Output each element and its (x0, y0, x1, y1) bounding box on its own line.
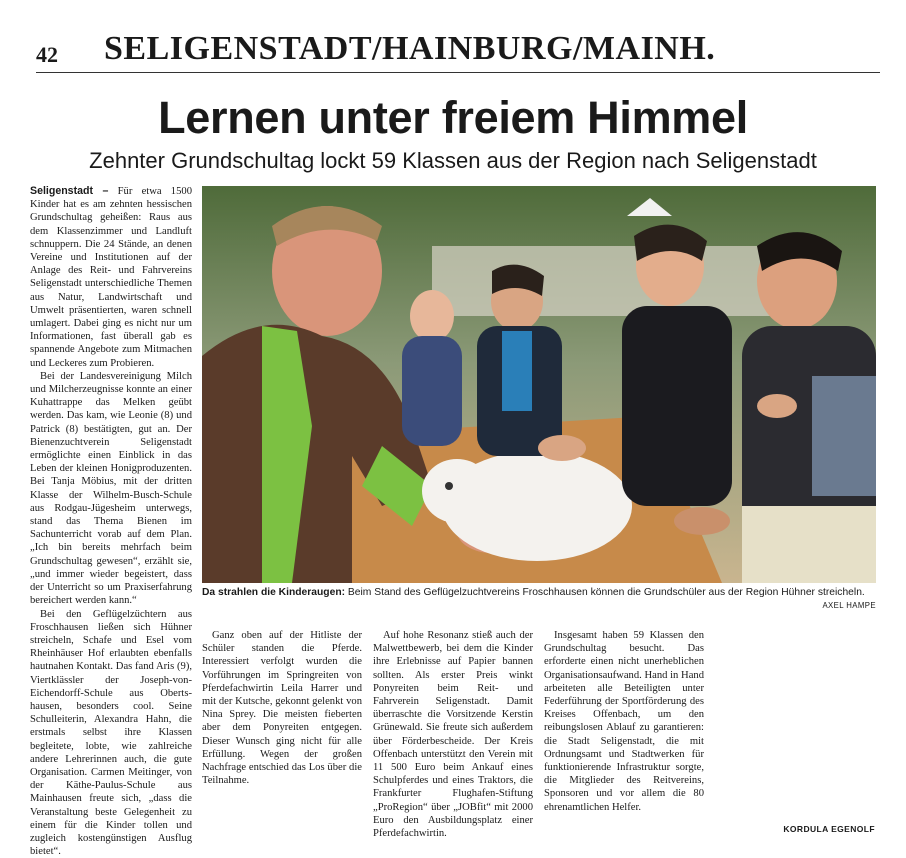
article-paragraph-5: Auf hohe Resonanz stieß auch der Malwettbewerb, bei dem die Kinder ihre Erlebnisse auf Papier bannen sollten. Als erster Preis winkt Ponyreiten beim Reit- und Fahrverein Seligenstadt. Damit überraschte die Vorsitzende Kerstin Grünewald. Sie freute sich außerdem über Förderbescheide. Der Kreis Offenbach unterstützt den Verein mit 11 500 Euro beim Ankauf eines Schulpferdes und eines Traktors, die Frankfurter Flughafen-Stiftung „ProRegion“ über „JOBfit“ mit 2000 Euro den Ausbildungsplatz einer Pferdefachwirtin. (373, 629, 533, 840)
author-byline: KORDULA EGENOLF (715, 824, 875, 834)
chicken-eye (445, 482, 453, 490)
article-photo (202, 186, 876, 583)
page-number: 42 (36, 42, 58, 68)
chicken-head (422, 459, 492, 523)
child-hand (538, 435, 586, 461)
article-paragraph-6: Insgesamt haben 59 Klassen den Grundschultag besucht. Das erforderte einen nicht unerheblichen Organisationsaufwand. Hand in Hand arbeiteten alle Beteiligten unter Federführung der Sportförderung des Kreises Offenbach, um den reibungslosen Ablauf zu garantieren: die Stadt Seligenstadt, die mit Ordnungsamt und Stadtwerken für funktionierende Infrastruktur sorgte, die Mitglieder des Reitvereins, Sponsoren und vor allem die 80 ehrenamtlichen Helfer. (544, 629, 704, 814)
article-paragraph-4: Ganz oben auf der Hitliste der Schüler standen die Pferde. Interessiert verfolgt wurden die Vorführungen im Springreiten von Pferdefachwirtin Leila Harrer und mit der Kutsche, gekonnt gelenkt von Nina Sprey. Die meisten fieberten aber dem Ponyreiten entgegen. Dieser Wunsch ging nicht für alle Erfüllung. Wegen der großen Nachfrage entschied das Los über die Teilnahme. (202, 629, 362, 787)
child-scarf (502, 331, 532, 411)
child-hand (674, 507, 730, 535)
header-rule (36, 72, 880, 73)
article-paragraph-1 (30, 185, 192, 370)
child-shirt (812, 376, 876, 496)
subheadline: Zehnter Grundschultag lockt 59 Klassen aus der Region nach Seligenstadt (0, 148, 906, 174)
article-column-3 (373, 629, 533, 840)
dateline: Seligenstadt – (30, 185, 108, 197)
article-paragraph-2: Bei der Landesvereinigung Milch und Milcherzeugnisse konnte an einer Kuhattrappe das Melken geübt werden. Das kam, wie Leonie (8) und Patrick (8) bestätigten, gut an. Der Bienenzuchtverein Seligenstadt ermöglichte einen Einblick in das Leben der kleinen Honigproduzenten. Bei Tanja Möbius, mit der dritten Klasse der Wilhelm-Busch-Schule aus Rodgau-Jügesheim unterwegs, stand das Thema Bienen im Sachunterricht vorab auf dem Plan. „Ich bin bereits mehrfach beim Grundschultag gewesen“, erzählt sie, „und immer wieder begeistert, dass der Unterricht so um Praxiserfahrung bereichert werden kann.“ (30, 370, 192, 608)
paragraph-1-text: Für etwa 1500 Kinder hat es am zehnten hessischen Grundschultag geheißen: Raus aus dem Klassenzimmer und Landluft schnuppern. Die 24 Stände, an denen Vereine und Institutionen auf der Anlage des Reit- und Fahrvereins Seligenstadt unterschiedliche Themen aus Natur, Landwirtschaft und Umwelt präsentierten, waren schnell umlagert. Dabei ging es nicht nur um Informationen, fast überall gab es spannende Angebote zum Mitmachen und Leckeres zum Probieren. (30, 186, 192, 369)
arena-ground (432, 246, 792, 316)
child-face (410, 290, 454, 342)
article-paragraph-3: Bei den Geflügelzüchtern aus Froschhausen ließen sich Hühner streicheln, Schafe und Esel vom Rheinhäuser Hof erlaubten ebenfalls hautnahen Kontakt. Das fand Aris (9), Viertklässler der Joseph-von-Eichendorff-Schule aus Obertshausen, besonders cool. Seine Schulleiterin, Alexandra Hahn, die erstmals selbst ihre Klassen begleitete, lobte, wie zahlreiche andere Lehrerinnen auch, die gute Organisation. Carmen Meitinger, von der Käthe-Paulus-Schule aus Mainhausen freute sich, „dass die Veranstaltung beste Gelegenheit zu einem für die Kinder tollen und zugleich kostengünstigen Ausflug bietet“. (30, 608, 192, 858)
child-jacket (402, 336, 462, 446)
caption-text: Beim Stand des Geflügelzuchtvereins Froschhausen können die Grundschüler aus der Region Hühner streicheln. (348, 587, 865, 598)
article-column-4 (544, 629, 704, 840)
headline: Lernen unter freiem Himmel (0, 92, 906, 144)
caption-lead: Da strahlen die Kinderaugen: (202, 587, 345, 598)
article-column-5 (715, 629, 875, 840)
page-header (36, 30, 880, 72)
section-title: SELIGENSTADT/HAINBURG/MAINH. (104, 30, 715, 68)
photo-caption (202, 586, 876, 599)
child-hand (757, 394, 797, 418)
photo-credit: AXEL HAMPE (822, 601, 876, 610)
child-sleeve (742, 506, 876, 583)
photo-illustration (202, 186, 876, 583)
child-jacket (622, 306, 732, 506)
article-column-1 (30, 185, 192, 840)
article-column-2 (202, 629, 362, 840)
